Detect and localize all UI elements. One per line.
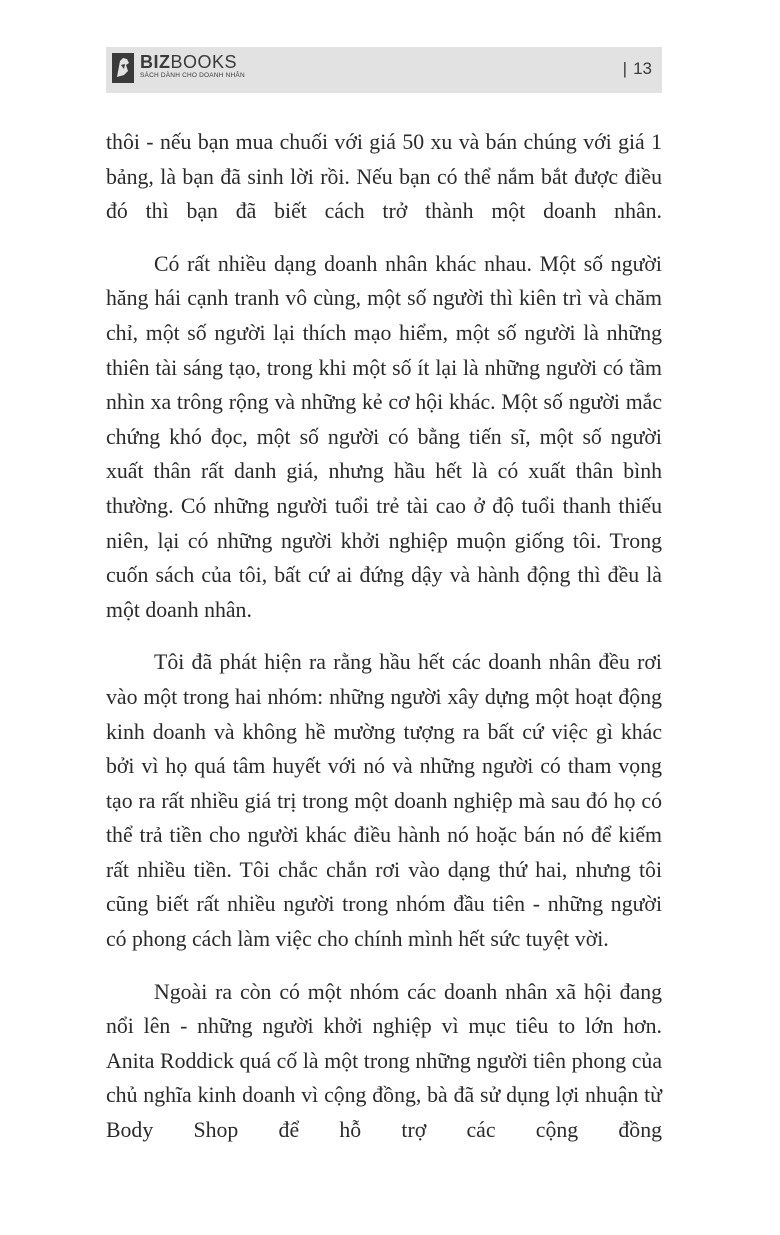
page-number-value: 13 — [633, 59, 652, 78]
paragraph-1: thôi - nếu bạn mua chuối với giá 50 xu và bán chúng với giá 1 bảng, là bạn đã sinh lời rồi. Nếu bạn có thể nắm bắt được điều đó thì bạn đã biết cách trở thành một doanh nhân. — [106, 130, 662, 224]
paragraph-4: Ngoài ra còn có một nhóm các doanh nhân xã hội đang nổi lên - những người khởi nghiệp vì mục tiêu to lớn hơn. Anita Roddick quá cố là một trong những người tiên phong của chủ nghĩa kinh doanh vì cộng đồng, bà đã sử dụng lợi nhuận từ Body Shop để hỗ trợ các cộng đồng — [106, 979, 662, 1143]
page-number — [623, 59, 652, 79]
bizbooks-logo — [112, 53, 245, 83]
page-body — [106, 125, 662, 1166]
paragraph-3: Tôi đã phát hiện ra rằng hầu hết các doanh nhân đều rơi vào một trong hai nhóm: những người xây dựng một hoạt động kinh doanh và không hề mường tượng ra bất cứ việc gì khác bởi vì họ quá tâm huyết với nó và những người có tham vọng tạo ra rất nhiều giá trị trong một doanh nghiệp mà sau đó họ có thể trả tiền cho người khác điều hành nó hoặc bán nó để kiếm rất nhiều tiền. Tôi chắc chắn rơi vào dạng thứ hai, nhưng tôi cũng biết rất nhiều người trong nhóm đầu tiên - những người có phong cách làm việc cho chính mình hết sức tuyệt vời. — [106, 650, 662, 952]
logo-brand-bold: BIZ — [140, 52, 171, 72]
paragraph-2: Có rất nhiều dạng doanh nhân khác nhau. Một số người hăng hái cạnh tranh vô cùng, một số người thì kiên trì và chăm chỉ, một số người lại thích mạo hiểm, một số người là những thiên tài sáng tạo, trong khi một số ít lại là những người có tầm nhìn xa trông rộng và những kẻ cơ hội khác. Một số người mắc chứng khó đọc, một số người có bằng tiến sĩ, một số người xuất thân rất danh giá, nhưng hầu hết là có xuất thân bình thường. Có những người tuổi trẻ tài cao ở độ tuổi thanh thiếu niên, lại có những người khởi nghiệp muộn giống tôi. Trong cuốn sách của tôi, bất cứ ai đứng dậy và hành động thì đều là một doanh nhân. — [106, 251, 662, 622]
logo-tagline: SÁCH DÀNH CHO DOANH NHÂN — [140, 72, 245, 79]
bizbooks-logo-icon — [112, 53, 134, 83]
logo-brand — [140, 53, 245, 71]
logo-brand-thin: BOOKS — [170, 52, 238, 72]
page-number-separator: | — [622, 59, 628, 78]
page-header — [106, 47, 662, 93]
